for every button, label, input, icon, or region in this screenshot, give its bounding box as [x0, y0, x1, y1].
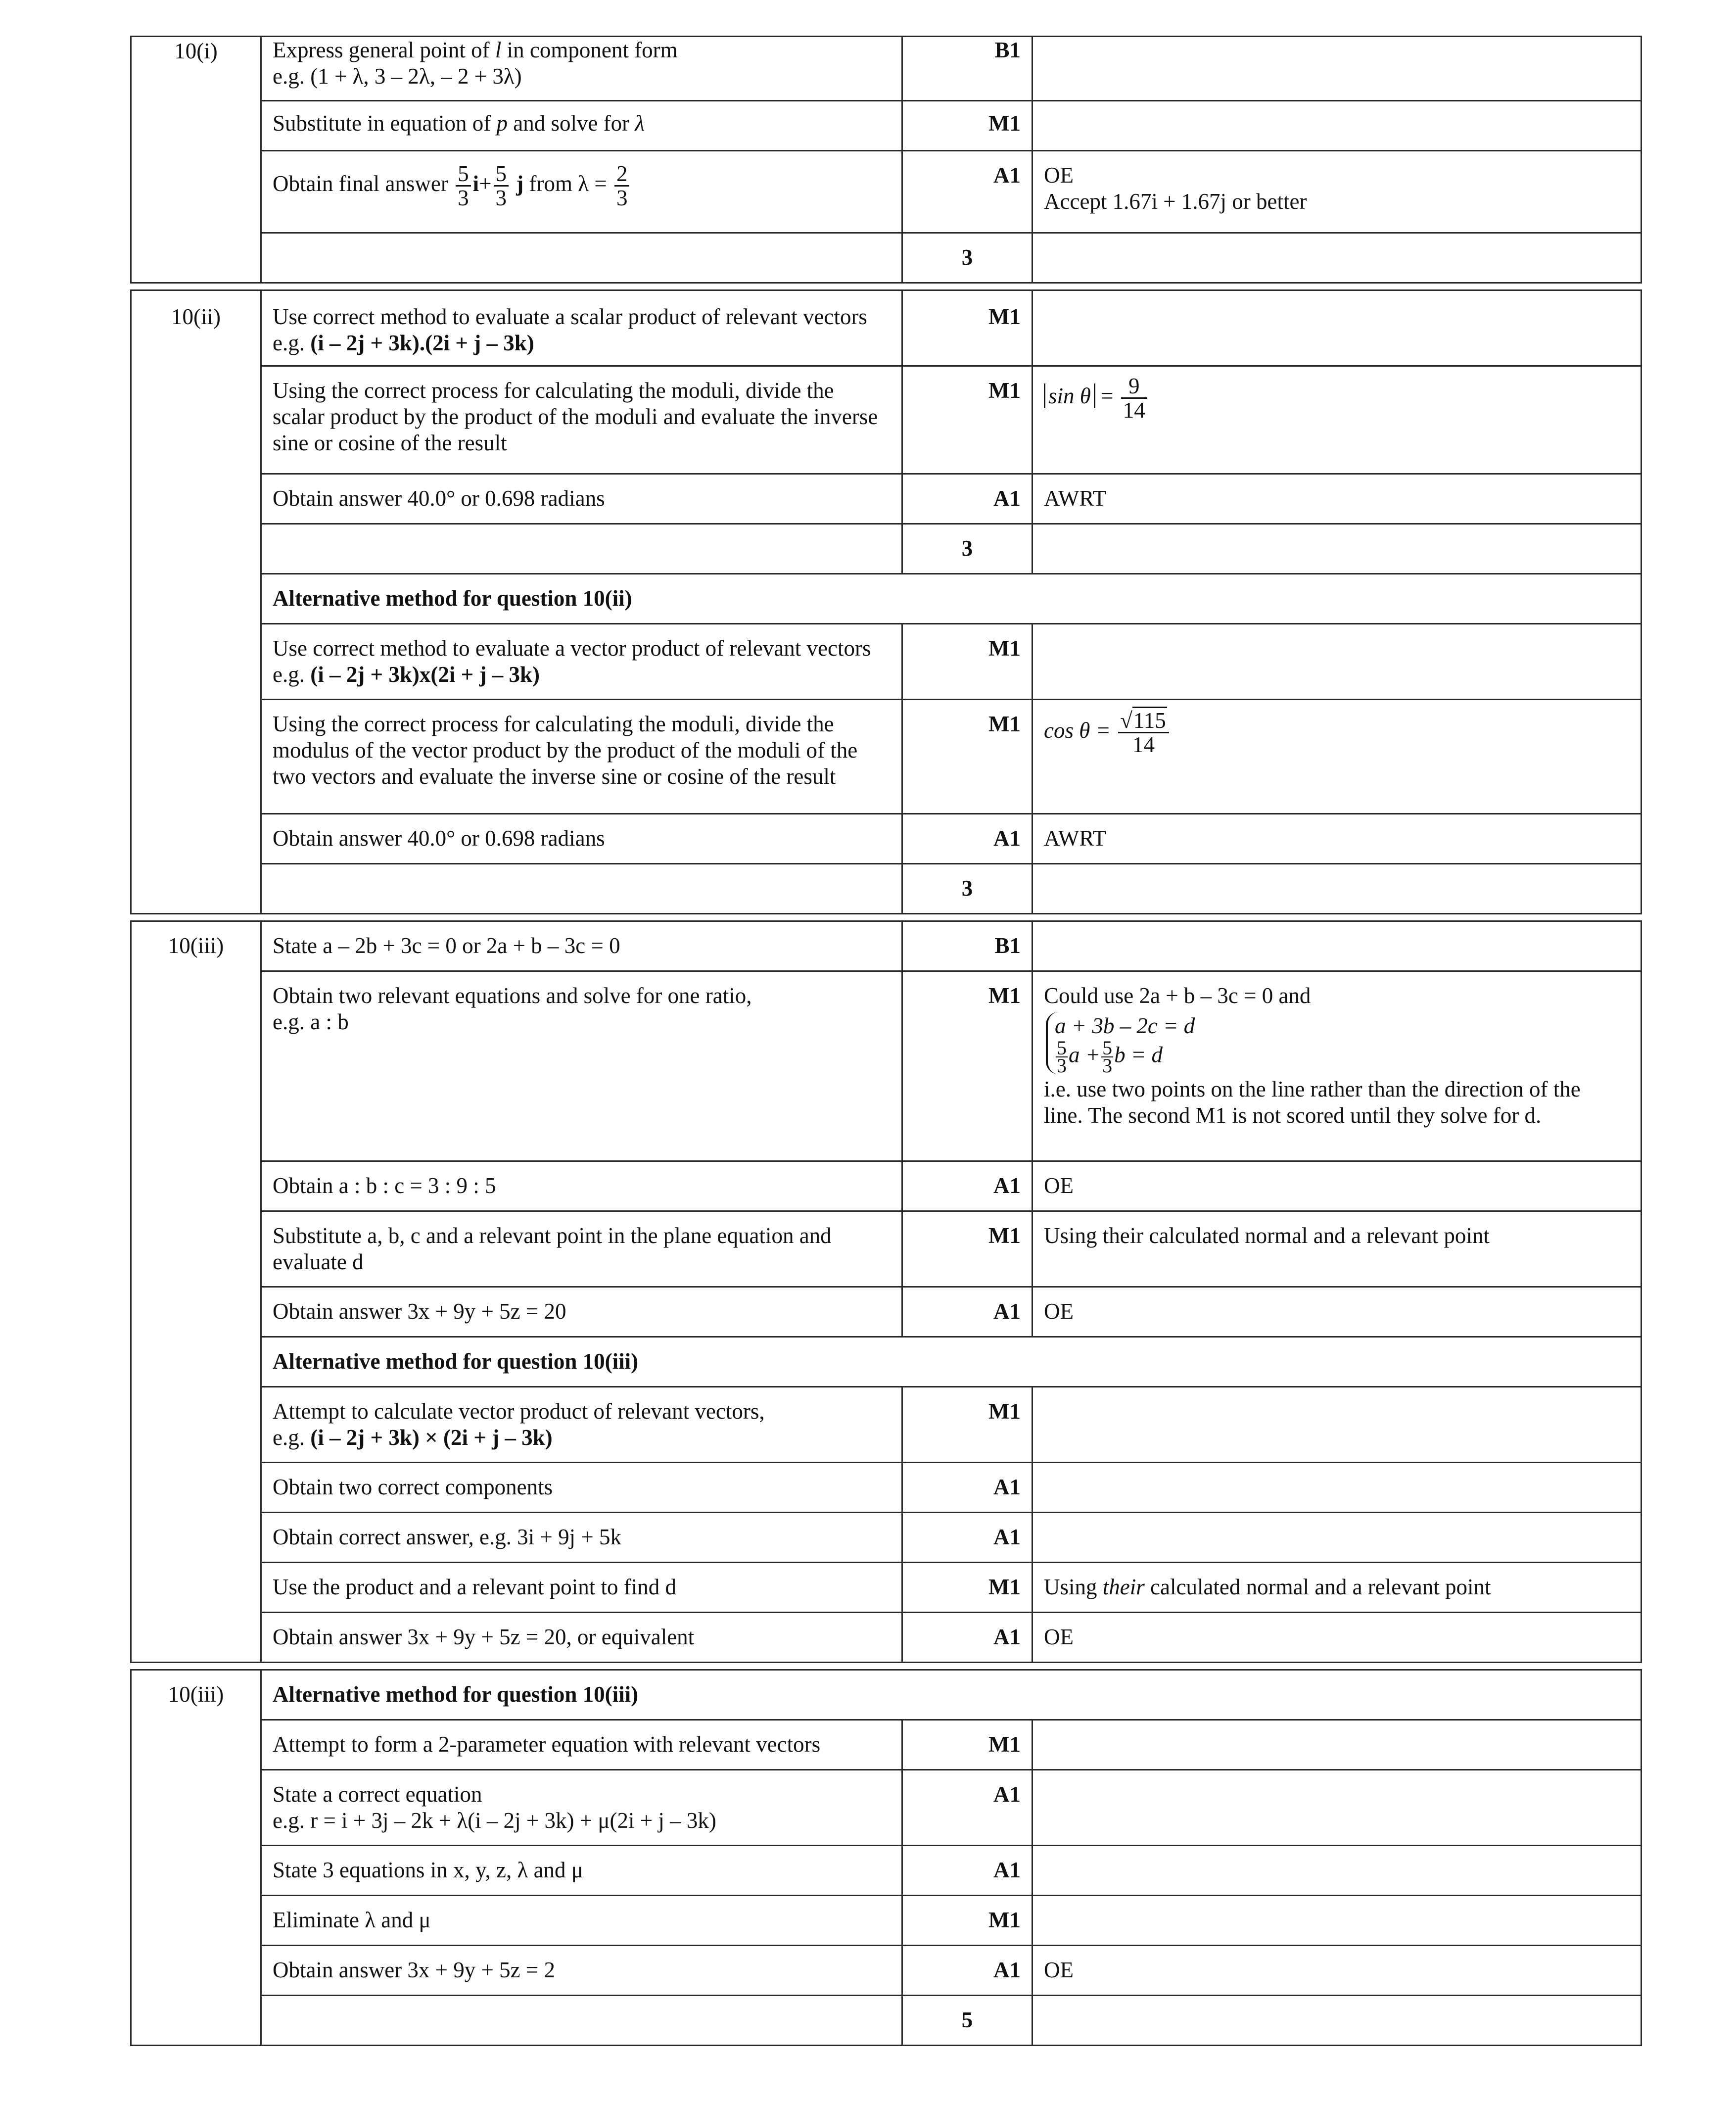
mark-point: Use correct method to evaluate a vector product of relevant vectors e.g. (i – 2j + 3k)x(2i + j – 3k) — [261, 624, 902, 700]
guidance-note — [1032, 290, 1642, 366]
guidance-note: sin θ = $\frac{9}{14}$ — [1032, 366, 1642, 474]
mark-point: Eliminate λ and μ — [261, 1896, 902, 1946]
guidance-note: cos θ = $\frac{√115}{14}$ — [1032, 700, 1642, 814]
guidance-note — [1032, 101, 1642, 151]
mark-point: Obtain answer 3x + 9y + 5z = 2 — [261, 1946, 902, 1996]
equation-system: a + 3b – 2c = d $\frac{5}{3}$ a + $\frac{5}{3}$ b = d — [1046, 1012, 1195, 1074]
mark-point: Obtain answer 40.0° or 0.698 radians — [261, 814, 902, 864]
marks-total: 3 — [902, 864, 1032, 914]
mark-code: B1 — [902, 921, 1032, 971]
mark-point: State a correct equation e.g. r = i + 3j – 2k + λ(i – 2j + 3k) + μ(2i + j – 3k) — [261, 1770, 902, 1846]
question-number: 10(iii) — [131, 921, 261, 1663]
mark-code: M1 — [902, 971, 1032, 1161]
empty-cell — [1032, 524, 1642, 574]
mark-code: B1 — [902, 37, 1032, 101]
table-row — [131, 814, 1642, 864]
table-row — [131, 1613, 1642, 1663]
table-row — [131, 37, 1642, 101]
mark-point: Use the product and a relevant point to find d — [261, 1563, 902, 1613]
empty-cell — [261, 864, 902, 914]
mark-code: M1 — [902, 101, 1032, 151]
table-row — [131, 1996, 1642, 2046]
table-row — [131, 1896, 1642, 1946]
table-row — [131, 366, 1642, 474]
mark-point: Substitute in equation of p and solve for λ — [261, 101, 902, 151]
mark-code: M1 — [902, 1211, 1032, 1287]
table-row — [131, 474, 1642, 524]
table-row — [131, 1770, 1642, 1846]
guidance-note: AWRT — [1032, 474, 1642, 524]
table-row — [131, 700, 1642, 814]
mark-code: A1 — [902, 1846, 1032, 1896]
guidance-note: AWRT — [1032, 814, 1642, 864]
empty-cell — [1032, 864, 1642, 914]
table-row — [131, 1563, 1642, 1613]
guidance-note — [1032, 1463, 1642, 1513]
table-row — [131, 1846, 1642, 1896]
mark-scheme-sheet — [130, 36, 1641, 2046]
table-row — [131, 233, 1642, 283]
mark-point: Obtain answer 3x + 9y + 5z = 20, or equivalent — [261, 1613, 902, 1663]
guidance-note: OE — [1032, 1946, 1642, 1996]
table-row — [131, 624, 1642, 700]
table-row — [131, 101, 1642, 151]
mark-code: A1 — [902, 1463, 1032, 1513]
mark-code: M1 — [902, 1896, 1032, 1946]
empty-cell — [261, 1996, 902, 2046]
empty-cell — [261, 524, 902, 574]
guidance-note: Using their calculated normal and a relevant point — [1032, 1563, 1642, 1613]
guidance-note — [1032, 1720, 1642, 1770]
mark-point: Use correct method to evaluate a scalar product of relevant vectors e.g. (i – 2j + 3k).(2i + j – 3k) — [261, 290, 902, 366]
mark-point: Obtain correct answer, e.g. 3i + 9j + 5k — [261, 1513, 902, 1563]
mark-code: A1 — [902, 814, 1032, 864]
mark-code: M1 — [902, 1563, 1032, 1613]
table-row — [131, 290, 1642, 366]
table-row — [131, 1387, 1642, 1463]
guidance-note — [1032, 1770, 1642, 1846]
mark-code: A1 — [902, 474, 1032, 524]
guidance-note: OE — [1032, 1613, 1642, 1663]
fraction: $\frac{5}{3}$ — [1057, 1037, 1067, 1077]
mark-code: M1 — [902, 366, 1032, 474]
table-row — [131, 151, 1642, 233]
table-row — [131, 864, 1642, 914]
empty-cell — [1032, 1996, 1642, 2046]
question-number: 10(ii) — [131, 290, 261, 914]
mark-code: A1 — [902, 1946, 1032, 1996]
alternative-method-heading: Alternative method for question 10(ii) — [261, 574, 1642, 624]
table-row — [131, 1670, 1642, 1720]
question-number: 10(i) — [131, 37, 261, 283]
guidance-note — [1032, 1846, 1642, 1896]
mark-code: M1 — [902, 700, 1032, 814]
guidance-note — [1032, 624, 1642, 700]
mark-point: Obtain two correct components — [261, 1463, 902, 1513]
guidance-note — [1032, 1513, 1642, 1563]
mark-point: Using the correct process for calculating the moduli, divide the scalar product by the product of the moduli and evaluate the inverse sine or cosine of the result — [261, 366, 902, 474]
alternative-method-heading: Alternative method for question 10(iii) — [261, 1337, 1642, 1387]
table-row — [131, 971, 1642, 1161]
mark-point: State a – 2b + 3c = 0 or 2a + b – 3c = 0 — [261, 921, 902, 971]
mark-point: Obtain a : b : c = 3 : 9 : 5 — [261, 1161, 902, 1211]
mark-code: A1 — [902, 1513, 1032, 1563]
table-row — [131, 1946, 1642, 1996]
table-row — [131, 1513, 1642, 1563]
mark-point: State 3 equations in x, y, z, λ and μ — [261, 1846, 902, 1896]
marks-total: 3 — [902, 524, 1032, 574]
mark-point: Obtain two relevant equations and solve for one ratio, e.g. a : b — [261, 971, 902, 1161]
mark-code: M1 — [902, 1720, 1032, 1770]
mark-point: Express general point of l in component form e.g. (1 + λ, 3 – 2λ, – 2 + 3λ) — [261, 37, 902, 101]
mark-point: Obtain answer 40.0° or 0.698 radians — [261, 474, 902, 524]
mark-point: Substitute a, b, c and a relevant point in the plane equation and evaluate d — [261, 1211, 902, 1287]
table-row — [131, 1337, 1642, 1387]
mark-code: M1 — [902, 624, 1032, 700]
guidance-note: OE — [1032, 1161, 1642, 1211]
mark-code: A1 — [902, 151, 1032, 233]
mark-point: Obtain answer 3x + 9y + 5z = 20 — [261, 1287, 902, 1337]
guidance-note — [1032, 921, 1642, 971]
question-10i-table — [130, 36, 1642, 284]
mark-code: A1 — [902, 1287, 1032, 1337]
empty-cell — [261, 233, 902, 283]
question-10ii-table — [130, 289, 1642, 914]
guidance-note: Could use 2a + b – 3c = 0 and a + 3b – 2c = d $\frac{5}{3}$ a + $\frac{5}{3}$ b = d i.e. use two points on the line rather than the direction of the line. The second M1 is not scored until they solve for d. — [1032, 971, 1642, 1161]
table-row — [131, 1211, 1642, 1287]
table-row — [131, 921, 1642, 971]
table-row — [131, 1720, 1642, 1770]
alternative-method-heading: Alternative method for question 10(iii) — [261, 1670, 1642, 1720]
mark-point: Attempt to calculate vector product of relevant vectors, e.g. (i – 2j + 3k) × (2i + j – 3k) — [261, 1387, 902, 1463]
marks-total: 3 — [902, 233, 1032, 283]
question-10iii-alternative-table — [130, 1669, 1642, 2046]
question-10iii-table — [130, 920, 1642, 1663]
guidance-note: OE — [1032, 1287, 1642, 1337]
mark-code: M1 — [902, 290, 1032, 366]
fraction: $\frac{2}{3}$ — [614, 162, 630, 209]
table-row — [131, 1287, 1642, 1337]
table-row — [131, 1161, 1642, 1211]
mark-code: A1 — [902, 1770, 1032, 1846]
guidance-note — [1032, 1387, 1642, 1463]
mark-point: Using the correct process for calculating the moduli, divide the modulus of the vector product by the product of the moduli of the two vectors and evaluate the inverse sine or cosine of the result — [261, 700, 902, 814]
table-row — [131, 574, 1642, 624]
mark-code: A1 — [902, 1613, 1032, 1663]
guidance-note: OE Accept 1.67i + 1.67j or better — [1032, 151, 1642, 233]
fraction: $\frac{√115}{14}$ — [1118, 709, 1169, 756]
fraction: $\frac{5}{3}$ — [456, 162, 471, 209]
fraction: $\frac{5}{3}$ — [494, 162, 509, 209]
mark-code: M1 — [902, 1387, 1032, 1463]
question-number: 10(iii) — [131, 1670, 261, 2046]
fraction: $\frac{9}{14}$ — [1121, 375, 1147, 422]
table-row — [131, 524, 1642, 574]
guidance-note: Using their calculated normal and a relevant point — [1032, 1211, 1642, 1287]
guidance-note — [1032, 37, 1642, 101]
fraction: $\frac{5}{3}$ — [1102, 1037, 1113, 1077]
mark-point: Obtain final answer $\frac{5}{3}$ i+ $\frac{5}{3}$ j from λ = $\frac{2}{3}$ — [261, 151, 902, 233]
guidance-note — [1032, 1896, 1642, 1946]
table-row — [131, 1463, 1642, 1513]
empty-cell — [1032, 233, 1642, 283]
marks-total: 5 — [902, 1996, 1032, 2046]
mark-point: Attempt to form a 2-parameter equation with relevant vectors — [261, 1720, 902, 1770]
mark-code: A1 — [902, 1161, 1032, 1211]
